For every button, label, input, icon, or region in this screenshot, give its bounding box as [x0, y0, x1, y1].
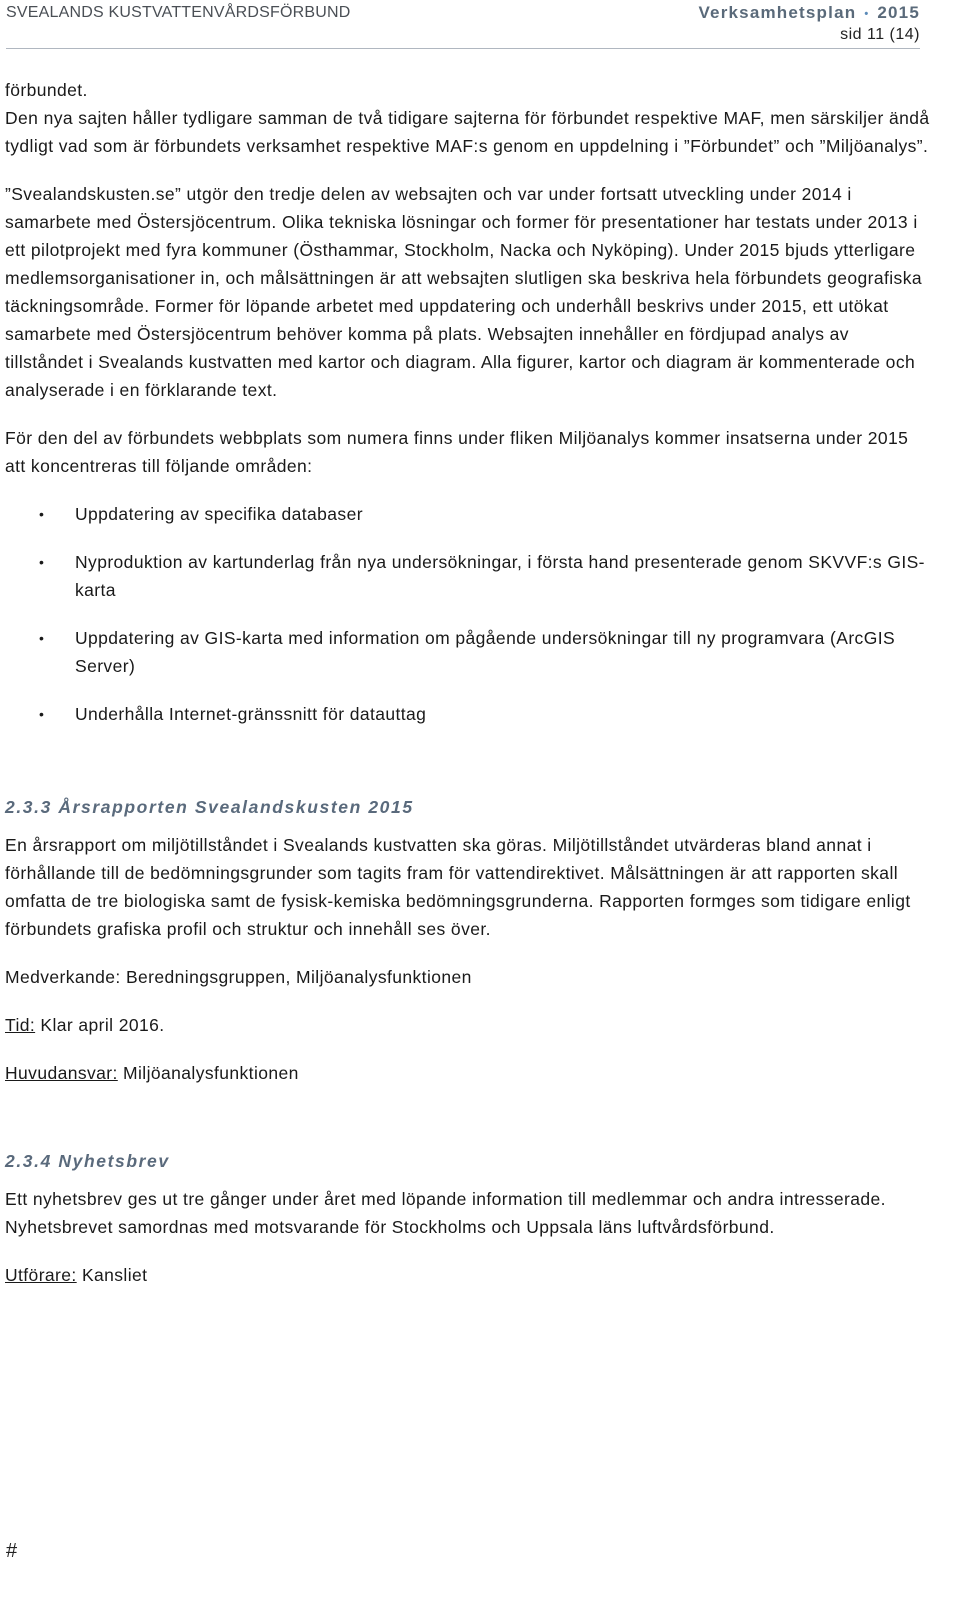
- page-content: [5, 76, 930, 1289]
- list-item: [5, 548, 930, 604]
- bullet-icon: •: [39, 554, 45, 570]
- list-item: [5, 624, 930, 680]
- bullet-list: [5, 500, 930, 728]
- paragraph-intro-1: förbundet.: [5, 80, 88, 100]
- performer-label: Utförare:: [5, 1265, 77, 1285]
- document-title: [698, 3, 920, 23]
- bullet-icon: •: [39, 630, 45, 646]
- document-title-text: Verksamhetsplan: [698, 3, 857, 22]
- paragraph-intro-4: För den del av förbundets webbplats som numera finns under fliken Miljöanalys kommer insatserna under 2015 att koncentreras till följande områden:: [5, 428, 909, 476]
- responsible-label: Huvudansvar:: [5, 1063, 118, 1083]
- document-year: 2015: [877, 3, 920, 22]
- list-item: [5, 500, 930, 528]
- section-heading-nyhetsbrev: 2.3.4 Nyhetsbrev: [5, 1151, 170, 1171]
- page-header: [6, 0, 920, 49]
- performer-line: [5, 1261, 930, 1289]
- paragraph-nyhetsbrev: Ett nyhetsbrev ges ut tre gånger under året med löpande information till medlemmar och andra intresserade. Nyhetsbrevet samordnas med motsvarande för Stockholms och Uppsala läns luftvårdsförbund.: [5, 1189, 886, 1237]
- title-separator-icon: •: [864, 7, 870, 20]
- time-label: Tid:: [5, 1015, 36, 1035]
- responsible-line: [5, 1059, 930, 1087]
- list-item-text: Underhålla Internet-gränssnitt för datauttag: [75, 704, 427, 724]
- list-item-text: Uppdatering av specifika databaser: [75, 504, 363, 524]
- footer-mark: #: [6, 1540, 18, 1562]
- responsible-value: Miljöanalysfunktionen: [117, 1063, 299, 1083]
- time-value: Klar april 2016.: [35, 1015, 165, 1035]
- bullet-icon: •: [39, 706, 45, 722]
- performer-value: Kansliet: [76, 1265, 148, 1285]
- paragraph-arsrapporten: En årsrapport om miljötillståndet i Svealands kustvatten ska göras. Miljötillståndet utvärderas bland annat i förhållande till de bedömningsgrunder som tagits fram för vattendirektivet. Målsättningen är att rapporten skall omfatta de tre biologiska samt de fysisk-kemiska bedömningsgrunderna. Rapporten formges som tidigare enligt förbundets grafiska profil och struktur och innehåll ses över.: [5, 835, 911, 939]
- page-number: sid 11 (14): [840, 26, 920, 43]
- list-item-text: Nyproduktion av kartunderlag från nya undersökningar, i första hand presenterade genom SKVVF:s GIS-karta: [75, 552, 925, 600]
- paragraph-intro-2: Den nya sajten håller tydligare samman de två tidigare sajterna för förbundet respektive MAF, men särskiljer ändå tydligt vad som är förbundets verksamhet respektive MAF:s genom en uppdelning i ”Förbundet” och ”Miljöanalys”.: [5, 108, 930, 156]
- section-heading-arsrapporten: 2.3.3 Årsrapporten Svealandskusten 2015: [5, 797, 414, 817]
- list-item: [5, 700, 930, 728]
- participants-line: Medverkande: Beredningsgruppen, Miljöanalysfunktionen: [5, 967, 472, 987]
- organization-name: SVEALANDS KUSTVATTENVÅRDSFÖRBUND: [6, 4, 351, 21]
- list-item-text: Uppdatering av GIS-karta med information om pågående undersökningar till ny programvara (ArcGIS Server): [75, 628, 896, 676]
- bullet-icon: •: [39, 506, 45, 522]
- paragraph-intro-3: ”Svealandskusten.se” utgör den tredje delen av websajten och var under fortsatt utveckling under 2014 i samarbete med Östersjöcentrum. Olika tekniska lösningar och former för presentationer har testats under 2013 i ett pilotprojekt med fyra kommuner (Östhammar, Stockholm, Nacka och Nyköping). Under 2015 bjuds ytterligare medlemsorganisationer in, och målsättningen är att websajten slutligen ska beskriva hela förbundets geografiska täckningsområde. Former för löpande arbetet med uppdatering och underhåll beskrivs under 2015, ett utökat samarbete med Östersjöcentrum behöver komma på plats. Websajten innehåller en fördjupad analys av tillståndet i Svealands kustvatten med kartor och diagram. Alla figurer, kartor och diagram är kommenterade och analyserade i en förklarande text.: [5, 184, 922, 400]
- time-line: [5, 1011, 930, 1039]
